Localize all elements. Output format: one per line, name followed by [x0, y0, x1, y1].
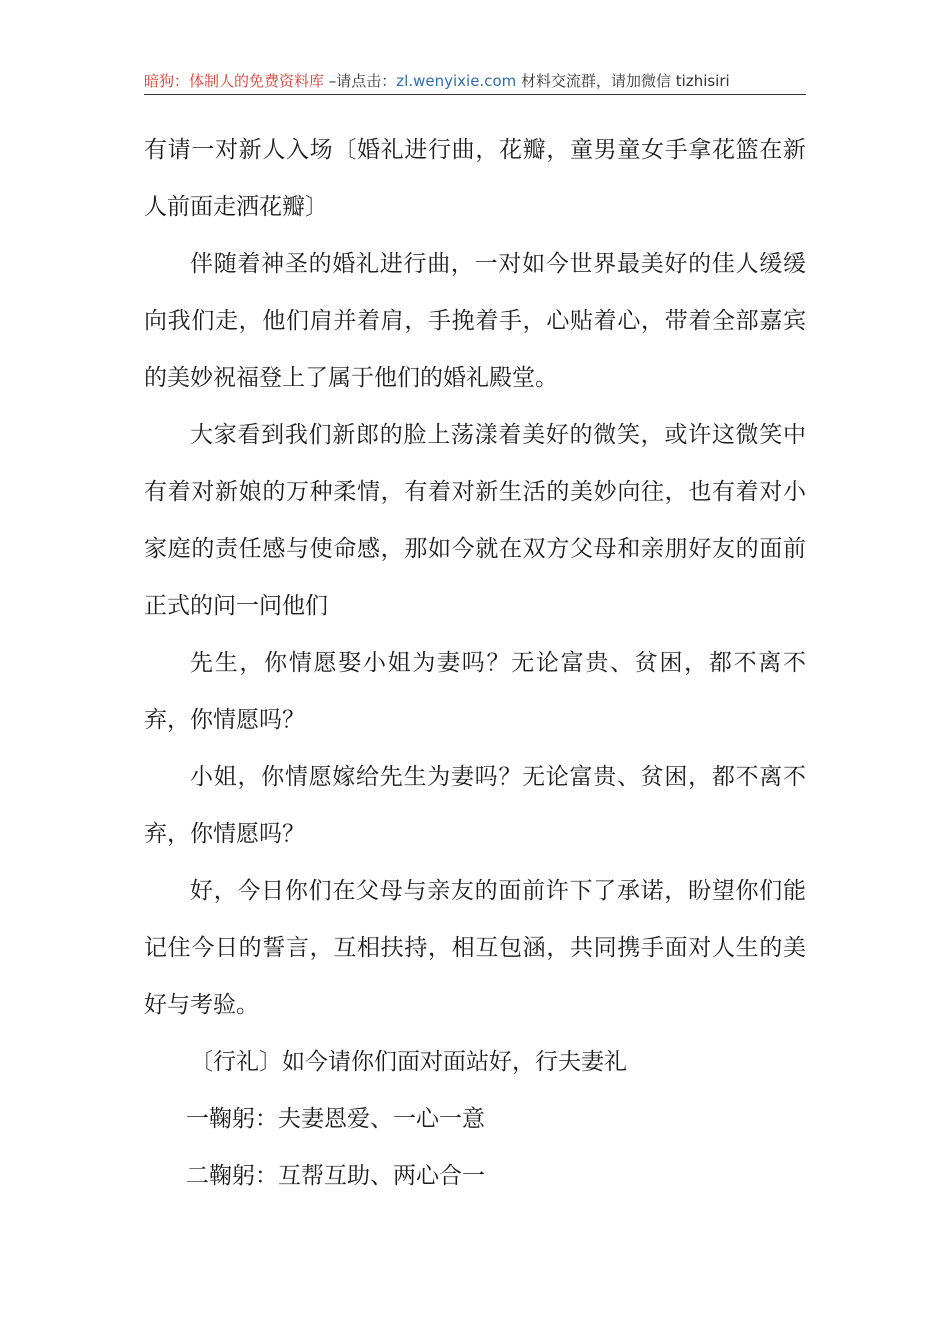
paragraph-groom-vow: 先生，你情愿娶小姐为妻吗？无论富贵、贫困，都不离不弃，你情愿吗？: [144, 650, 806, 733]
page-header: [144, 70, 806, 95]
contact-info: 材料交流群，请加微信 tizhisiri: [516, 72, 730, 90]
paragraph-second-bow: 二鞠躬：互帮互助、两心合一: [186, 1163, 485, 1189]
paragraph-bride-vow: 小姐，你情愿嫁给先生为妻吗？无论富贵、贫困，都不离不弃，你情愿吗？: [144, 764, 806, 847]
paragraph-first-bow: 一鞠躬：夫妻恩爱、一心一意: [186, 1106, 485, 1132]
paragraph-promise: 好，今日你们在父母与亲友的面前许下了承诺，盼望你们能记住今日的誓言，互相扶持，相互包涵，共同携手面对人生的美好与考验。: [144, 878, 806, 1018]
site-url-link[interactable]: zl.wenyixie.com: [396, 72, 517, 90]
paragraph-groom-smile: 大家看到我们新郎的脸上荡漾着美好的微笑，或许这微笑中有着对新娘的万种柔情，有着对新生活的美妙向往，也有着对小家庭的责任感与使命感，那如今就在双方父母和亲朋好友的面前正式的问一问他们: [144, 422, 806, 619]
document-body: [144, 122, 806, 1205]
site-name: 暗狗：体制人的免费资料库: [144, 72, 325, 90]
paragraph-entrance: 有请一对新人入场〔婚礼进行曲，花瓣，童男童女手拿花篮在新人前面走洒花瓣〕: [144, 137, 806, 220]
paragraph-ceremony-bow: 〔行礼〕如今请你们面对面站好，行夫妻礼: [190, 1049, 627, 1075]
paragraph-procession: 伴随着神圣的婚礼进行曲，一对如今世界最美好的佳人缓缓向我们走，他们肩并着肩，手挽着手，心贴着心，带着全部嘉宾的美妙祝福登上了属于他们的婚礼殿堂。: [144, 251, 806, 391]
click-prompt: –请点击：: [324, 72, 397, 90]
